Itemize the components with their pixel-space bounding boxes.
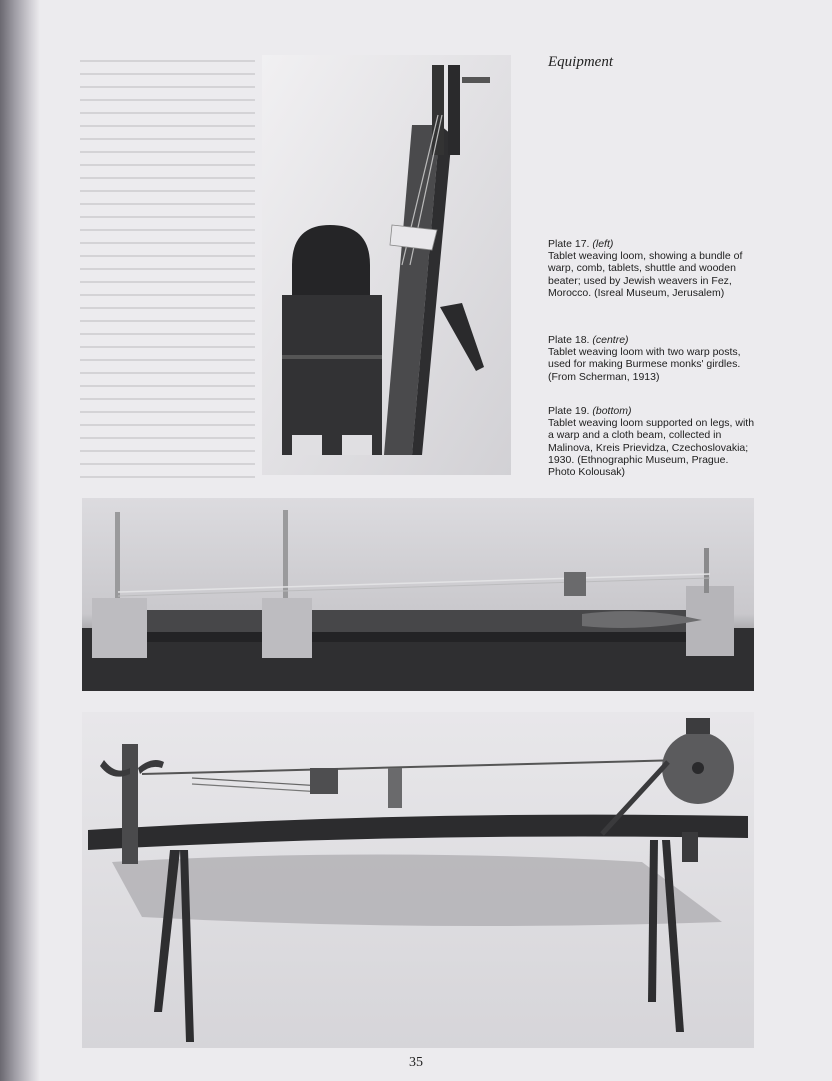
- plate-18-photo: [82, 498, 754, 691]
- caption-text: Tablet weaving loom with two warp posts, used for making Burmese monks' girdles. (From Scherman, 1913): [548, 346, 741, 383]
- plate-19-photo: [82, 712, 754, 1048]
- caption-plate-19: [548, 405, 758, 478]
- running-header: Equipment: [548, 54, 613, 70]
- loom-photo-plate-17-icon: [262, 55, 511, 475]
- plate-label: Plate 19.: [548, 405, 590, 417]
- plate-label: Plate 17.: [548, 238, 590, 250]
- caption-plate-18: [548, 334, 758, 383]
- plate-position: (left): [592, 238, 614, 250]
- book-gutter-shadow: [0, 0, 40, 1081]
- caption-plate-17: [548, 238, 758, 299]
- caption-text: Tablet weaving loom supported on legs, with a warp and a cloth beam, collected in Malinova, Kreis Prievidza, Czechoslovakia; 1930. (Ethnographic Museum, Prague. Photo Kolousak): [548, 417, 755, 479]
- plate-label: Plate 18.: [548, 334, 590, 346]
- loom-photo-plate-19-icon: [82, 712, 754, 1048]
- loom-photo-plate-18-icon: [82, 498, 754, 691]
- plate-position: (bottom): [592, 405, 632, 417]
- caption-text: Tablet weaving loom, showing a bundle of warp, comb, tablets, shuttle and wooden beater; used by Jewish weavers in Fez, Morocco. (Isreal Museum, Jerusalem): [548, 250, 743, 299]
- show-through-text: [80, 60, 255, 480]
- plate-17-photo: [262, 55, 511, 475]
- page-number: 35: [409, 1055, 423, 1070]
- plate-position: (centre): [592, 334, 629, 346]
